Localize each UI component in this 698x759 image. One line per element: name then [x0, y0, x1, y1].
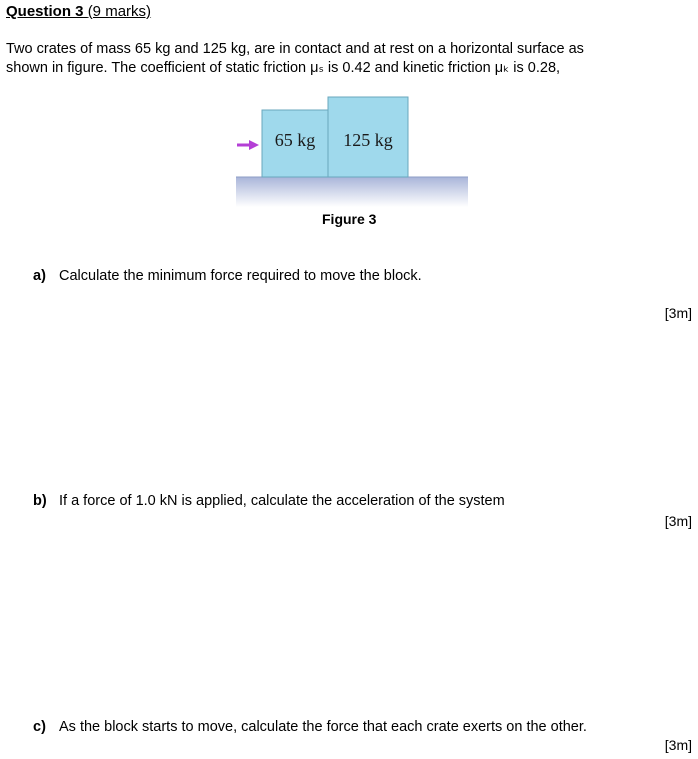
part-b-label: b) — [33, 493, 47, 509]
horizontal-surface — [236, 177, 468, 207]
part-a-marks: [3m] — [664, 305, 692, 321]
crate-65kg-label: 65 kg — [274, 130, 316, 150]
intro-text-line-1: Two crates of mass 65 kg and 125 kg, are in contact and at rest on a horizontal surface as — [6, 41, 584, 57]
question-marks: (9 marks) — [87, 3, 152, 20]
part-c-label: c) — [33, 719, 46, 735]
crate-125kg-label: 125 kg — [343, 130, 393, 150]
part-c-marks: [3m] — [664, 737, 692, 753]
part-a-text: Calculate the minimum force required to move the block. — [59, 268, 422, 284]
part-b-marks: [3m] — [664, 513, 692, 529]
part-c-text: As the block starts to move, calculate the force that each crate exerts on the other. — [59, 719, 587, 735]
intro-text-line-2: shown in figure. The coefficient of static friction μₛ is 0.42 and kinetic friction μₖ is 0.28, — [6, 60, 561, 76]
part-a-label: a) — [33, 268, 46, 284]
part-b-text: If a force of 1.0 kN is applied, calculate the acceleration of the system — [59, 493, 505, 509]
applied-force-arrow-icon — [237, 140, 259, 150]
figure-caption: Figure 3 — [322, 211, 377, 227]
question-title — [6, 3, 151, 20]
question-number: Question 3 — [6, 3, 84, 20]
figure-3-crates — [232, 94, 472, 214]
